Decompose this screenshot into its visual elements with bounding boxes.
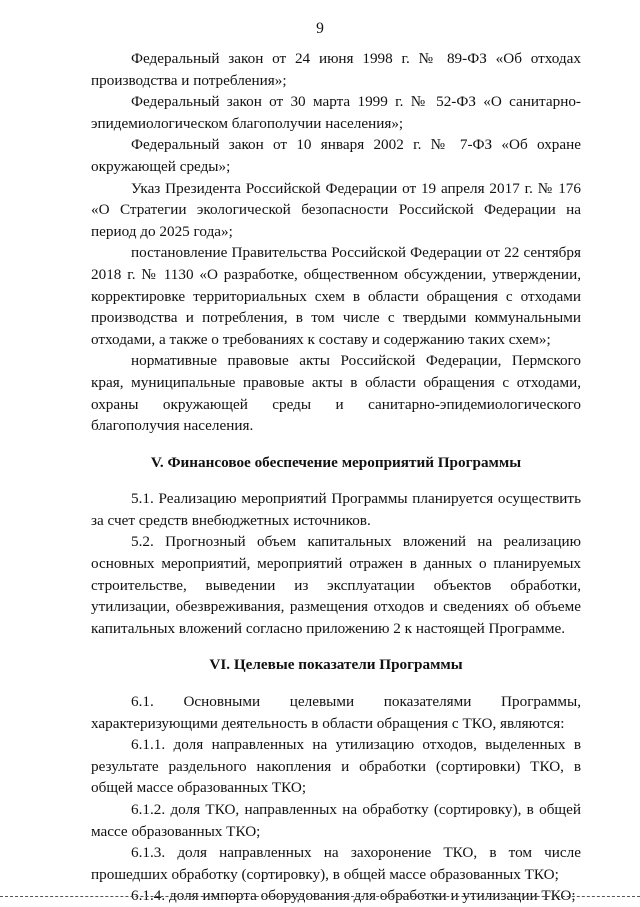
page-number: 9 — [316, 20, 324, 37]
paragraph: 6.1.3. доля направленных на захоронение ТКО, в том числе прошедших обработку (сортировку), в общей массе образованных ТКО; — [91, 844, 581, 883]
section-heading-5: V. Финансовое обеспечение мероприятий Программы — [150, 453, 522, 471]
paragraph: Указ Президента Российской Федерации от 19 апреля 2017 г. № 176 «О Стратегии экологической безопасности Российской Федерации на период до 2025 года»; — [91, 179, 581, 240]
paragraph: 6.1. Основными целевыми показателями Программы, характеризующими деятельность в области обращения с ТКО, являются: — [91, 693, 581, 732]
paragraph: Федеральный закон от 30 марта 1999 г. № 52-ФЗ «О санитарно-эпидемиологическом благополучии населения»; — [91, 93, 581, 132]
paragraph: Федеральный закон от 10 января 2002 г. № 7-ФЗ «Об охране окружающей среды»; — [91, 136, 581, 175]
paragraph: Федеральный закон от 24 июня 1998 г. № 89-ФЗ «Об отходах производства и потребления»; — [91, 50, 581, 89]
paragraph: 6.1.2. доля ТКО, направленных на обработку (сортировку), в общей массе образованных ТКО; — [91, 801, 581, 840]
paragraph: 5.1. Реализацию мероприятий Программы планируется осуществить за счет средств внебюджетных источников. — [91, 490, 581, 529]
paragraph: постановление Правительства Российской Федерации от 22 сентября 2018 г. № 1130 «О разработке, общественном обсуждении, утверждении, корректировке территориальных схем в области обращения с отходами производства и потребления, в том числе с твердыми коммунальными отходами, а также о требованиях к составу и содержанию таких схем»; — [91, 244, 581, 348]
paragraph: 5.2. Прогнозный объем капитальных вложений на реализацию основных мероприятий, мероприятий отражен в данных о планируемых строительстве, выведении из эксплуатации объектов обработки, утилизации, обезвреживания, размещения отходов и сведениях об объеме капитальных вложений согласно приложению 2 к настоящей Программе. — [91, 533, 581, 637]
paragraph: нормативные правовые акты Российской Федерации, Пермского края, муниципальные правовые акты в области обращения с отходами, охраны окружающей среды и санитарно-эпидемиологического благополучия населения. — [91, 352, 581, 435]
document-body — [91, 48, 581, 907]
paragraph: 6.1.1. доля направленных на утилизацию отходов, выделенных в результате раздельного накопления и обработки (сортировки) ТКО, в общей массе образованных ТКО; — [91, 736, 581, 797]
page-bottom-edge — [0, 896, 640, 897]
section-heading-6: VI. Целевые показатели Программы — [209, 656, 463, 674]
paragraph: 6.1.4. доля импорта оборудования для обработки и утилизации ТКО; — [131, 887, 576, 905]
